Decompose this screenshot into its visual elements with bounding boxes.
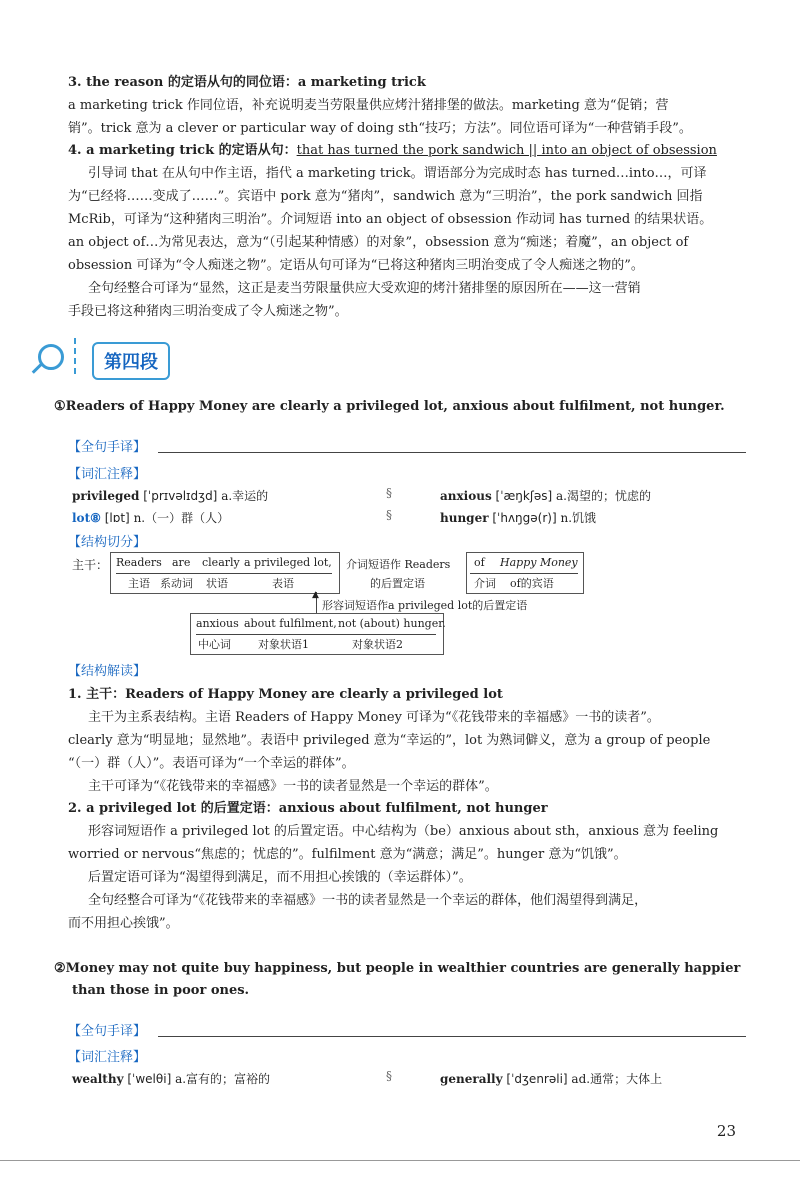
vocab-word: privileged — [72, 489, 140, 503]
sentence-1: ①Readers of Happy Money are clearly a privileged lot, anxious about fulfilment, not hunger. — [54, 399, 725, 414]
vocab-phonetic: [ˈdʒenrəli] — [506, 1072, 568, 1086]
diagram-divider — [196, 634, 436, 635]
diagram-word: about fulfilment, — [244, 617, 337, 630]
diagram-role: 主语 — [128, 577, 150, 590]
diagram-note: 介词短语作 Readers — [346, 558, 451, 571]
label-translate: 【全句手译】 — [68, 440, 147, 455]
reading-2-title: 2. a privileged lot 的后置定语：anxious about fulfilment, not hunger — [68, 801, 548, 816]
paragraph-line: 引导词 that 在从句中作主语，指代 a marketing trick。谓语部分为完成时态 has turned…into…，可译 — [88, 166, 707, 181]
diagram-role: 中心词 — [198, 638, 231, 651]
label-vocab: 【词汇注释】 — [68, 1050, 147, 1065]
diagram-role: of的宾语 — [510, 577, 554, 590]
divider-squiggle: § — [386, 508, 392, 522]
diagram-word: not (about) hunger. — [338, 617, 446, 630]
dashed-divider — [74, 338, 82, 374]
divider-squiggle: § — [386, 1069, 392, 1083]
arrow-up-icon: ▲ — [312, 590, 319, 600]
vocab-word: generally — [440, 1072, 503, 1086]
vocab-definition: a.富有的；富裕的 — [175, 1072, 271, 1086]
paragraph-line: obsession 可译为“令人痴迷之物”。定语从句可译为“已将这种猪肉三明治变成了令人痴迷之物的”。 — [68, 258, 644, 273]
vocab-item — [440, 487, 651, 504]
diagram-word: a privileged lot, — [244, 556, 332, 569]
paragraph-line: 主干可译为“《花钱带来的幸福感》一书的读者显然是一个幸运的群体”。 — [88, 779, 498, 794]
diagram-word: clearly — [202, 556, 240, 569]
diagram-role: 对象状语2 — [352, 638, 403, 651]
vocab-item — [72, 509, 229, 526]
divider-squiggle: § — [386, 486, 392, 500]
diagram-role: 系动词 — [160, 577, 193, 590]
reading-1-title: 1. 主干：Readers of Happy Money are clearly a privileged lot — [68, 687, 503, 702]
answer-line — [158, 1036, 746, 1037]
footer-rule — [0, 1160, 800, 1161]
paragraph-line: 主干为主系表结构。主语 Readers of Happy Money 可译为“《花钱带来的幸福感》一书的读者”。 — [88, 710, 660, 725]
section-header-title: 第四段 — [92, 342, 170, 380]
diagram-role: 表语 — [272, 577, 294, 590]
summary-line: 而不用担心挨饿”。 — [68, 916, 179, 931]
vocab-item — [72, 487, 268, 504]
paragraph-line: worried or nervous“焦虑的；忧虑的”。fulfilment 意为“满意；满足”。hunger 意为“饥饿”。 — [68, 847, 627, 862]
diagram-divider — [470, 573, 578, 574]
diagram-role: 对象状语1 — [258, 638, 309, 651]
page-number: 23 — [716, 1122, 736, 1140]
diagram-divider — [116, 573, 332, 574]
paragraph-line: an object of…为常见表达，意为“（引起某种情感）的对象”，obsession 意为“痴迷；着魔”，an object of — [68, 235, 689, 250]
diagram-word: Readers — [116, 556, 162, 569]
diagram-role: 状语 — [206, 577, 228, 590]
summary-line: 全句经整合可译为“《花钱带来的幸福感》一书的读者显然是一个幸运的群体，他们渴望得到满足， — [88, 893, 648, 908]
diagram-main-label: 主干： — [72, 558, 109, 572]
diagram-word: anxious — [196, 617, 239, 630]
vocab-definition: n.（一）群（人） — [133, 511, 230, 525]
diagram-note: 的后置定语 — [370, 577, 425, 590]
magnifier-icon — [38, 344, 64, 370]
answer-line — [158, 452, 746, 453]
vocab-word: wealthy — [72, 1072, 124, 1086]
summary-line: 手段已将这种猪肉三明治变成了令人痴迷之物”。 — [68, 304, 348, 319]
section-4-clause: that has turned the pork sandwich || into an object of obsession — [296, 143, 717, 158]
paragraph-line: 形容词短语作 a privileged lot 的后置定语。中心结构为（be）anxious about sth，anxious 意为 feeling — [88, 824, 719, 839]
vocab-item — [440, 1070, 662, 1087]
diagram-note: 形容词短语作a privileged lot的后置定语 — [322, 599, 528, 612]
vocab-word: anxious — [440, 489, 492, 503]
diagram-role: 介词 — [474, 577, 496, 590]
paragraph-line: “（一）群（人）”。表语可译为“一个幸运的群体”。 — [68, 756, 355, 771]
vocab-word: lot⑧ — [72, 511, 101, 525]
paragraph-line: 为“已经将……变成了……”。宾语中 pork 意为“猪肉”，sandwich 意为“三明治”，the pork sandwich 回指 — [68, 189, 703, 204]
vocab-definition: a.幸运的 — [221, 489, 269, 503]
vocab-phonetic: [lɒt] — [104, 511, 130, 525]
vocab-definition: a.渴望的；忧虑的 — [556, 489, 652, 503]
section-4-title — [68, 140, 748, 162]
section-3-title: 3. the reason 的定语从句的同位语：a marketing trick — [68, 75, 426, 90]
vocab-definition: n.饥饿 — [560, 511, 597, 525]
vocab-definition: ad.通常；大体上 — [571, 1072, 663, 1086]
vocab-phonetic: [ˈwelθi] — [127, 1072, 172, 1086]
vocab-item — [440, 509, 596, 526]
label-vocab: 【词汇注释】 — [68, 467, 147, 482]
diagram-word: are — [172, 556, 191, 569]
paragraph-line: a marketing trick 作同位语，补充说明麦当劳限量供应烤汁猪排堡的做法。marketing 意为“促销；营 — [68, 98, 669, 113]
sentence-2-line: ②Money may not quite buy happiness, but people in wealthier countries are generally happier — [54, 961, 741, 976]
vocab-phonetic: [ˈprɪvəlɪdʒd] — [143, 489, 218, 503]
sentence-2-line: than those in poor ones. — [72, 983, 250, 998]
vocab-item — [72, 1070, 270, 1087]
summary-line: 全句经整合可译为“显然，这正是麦当劳限量供应大受欢迎的烤汁猪排堡的原因所在——这一营销 — [88, 281, 641, 296]
vocab-word: hunger — [440, 511, 489, 525]
vocab-phonetic: [ˈæŋkʃəs] — [495, 489, 553, 503]
diagram-word: of — [474, 556, 485, 569]
paragraph-line: 后置定语可译为“渴望得到满足，而不用担心挨饿的（幸运群体）”。 — [88, 870, 472, 885]
paragraph-line: clearly 意为“明显地；显然地”。表语中 privileged 意为“幸运的”，lot 为熟词僻义，意为 a group of people — [68, 733, 711, 748]
paragraph-line: 销”。trick 意为 a clever or particular way of doing sth“技巧；方法”。同位语可译为“一种营销手段”。 — [68, 121, 692, 136]
diagram-word: Happy Money — [500, 556, 578, 569]
label-reading: 【结构解读】 — [68, 664, 147, 679]
paragraph-line: McRib，可译为“这种猪肉三明治”。介词短语 into an object of obsession 作动词 has turned 的结果状语。 — [68, 212, 713, 227]
vocab-phonetic: [ˈhʌŋgə(r)] — [492, 511, 557, 525]
label-translate: 【全句手译】 — [68, 1024, 147, 1039]
section-4-label: 4. a marketing trick 的定语从句： — [68, 143, 297, 158]
label-structure: 【结构切分】 — [68, 535, 147, 550]
